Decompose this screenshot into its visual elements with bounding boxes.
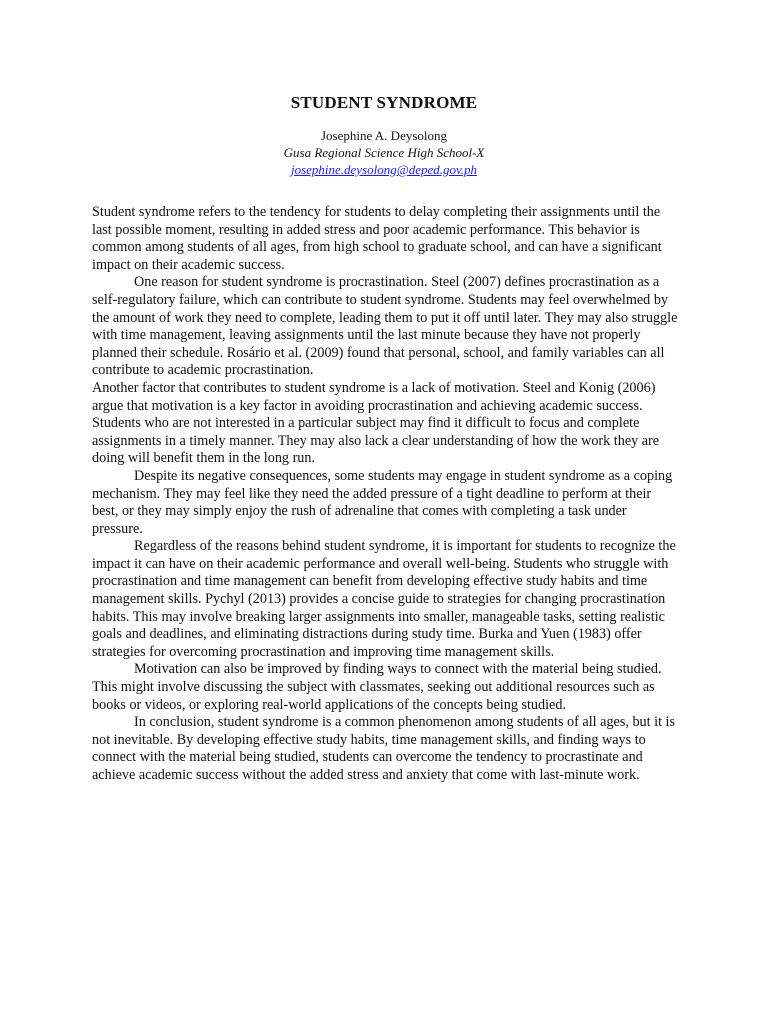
paragraph-strategies: Regardless of the reasons behind student syndrome, it is important for students to recognize the impact it can have on their academic performance and overall well-being. Students who struggle with procrastination and time management can benefit from developing effective study habits and time management skills. Pychyl (2013) provides a concise guide to strategies for changing procrastination habits. This may involve breaking larger assignments into smaller, manageable tasks, setting realistic goals and deadlines, and eliminating distractions during study time. Burka and Yuen (1983) offer strategies for overcoming procrastination and improving time management skills. — [92, 538, 676, 660]
paragraph-coping: Despite its negative consequences, some students may engage in student syndrome as a coping mechanism. They may feel like they need the added pressure of a tight deadline to perform at their best, or they may simply enjoy the rush of adrenaline that comes with completing a task under pressure. — [92, 467, 673, 537]
paragraph-engagement: Motivation can also be improved by finding ways to connect with the material being studied. This might involve discussing the subject with classmates, seeking out additional resources such as books or videos, or exploring real-world applications of the concepts being studied. — [92, 661, 662, 713]
document-title: STUDENT SYNDROME — [290, 93, 478, 112]
author-name: Josephine A. Deysolong — [320, 128, 448, 143]
paragraph-procrastination: One reason for student syndrome is procrastination. Steel (2007) defines procrastination as a self-regulatory failure, which can contribute to student syndrome. Students may feel overwhelmed by the amount of work they need to complete, leading them to put it off until later. They may also struggle with time management, leaving assignments until the last minute because they have not properly planned their schedule. Rosário et al. (2009) found that personal, school, and family variables can all contribute to academic procrastination. — [92, 274, 678, 379]
paragraph-intro: Student syndrome refers to the tendency for students to delay completing their assignments until the last possible moment, resulting in added stress and poor academic performance. This behavior is common among students of all ages, from high school to graduate school, and can have a significant impact on their academic success. — [92, 204, 662, 273]
document-body — [92, 204, 680, 785]
author-email-link[interactable]: josephine.deysolong@deped.gov.ph — [290, 162, 478, 177]
paragraph-motivation: Another factor that contributes to student syndrome is a lack of motivation. Steel and Konig (2006) argue that motivation is a key factor in avoiding procrastination and achieving academic success. Students who are not interested in a particular subject may find it difficult to focus and complete assignments in a timely manner. They may also lack a clear understanding of how the work they are doing will benefit them in the long run. — [92, 379, 660, 467]
paragraph-conclusion: In conclusion, student syndrome is a common phenomenon among students of all ages, but it is not inevitable. By developing effective study habits, time management skills, and finding ways to connect with the material being studied, students can overcome the tendency to procrastinate and achieve academic success without the added stress and anxiety that come with last-minute work. — [92, 714, 676, 783]
byline — [0, 127, 768, 178]
author-affiliation: Gusa Regional Science High School-X — [283, 145, 485, 160]
